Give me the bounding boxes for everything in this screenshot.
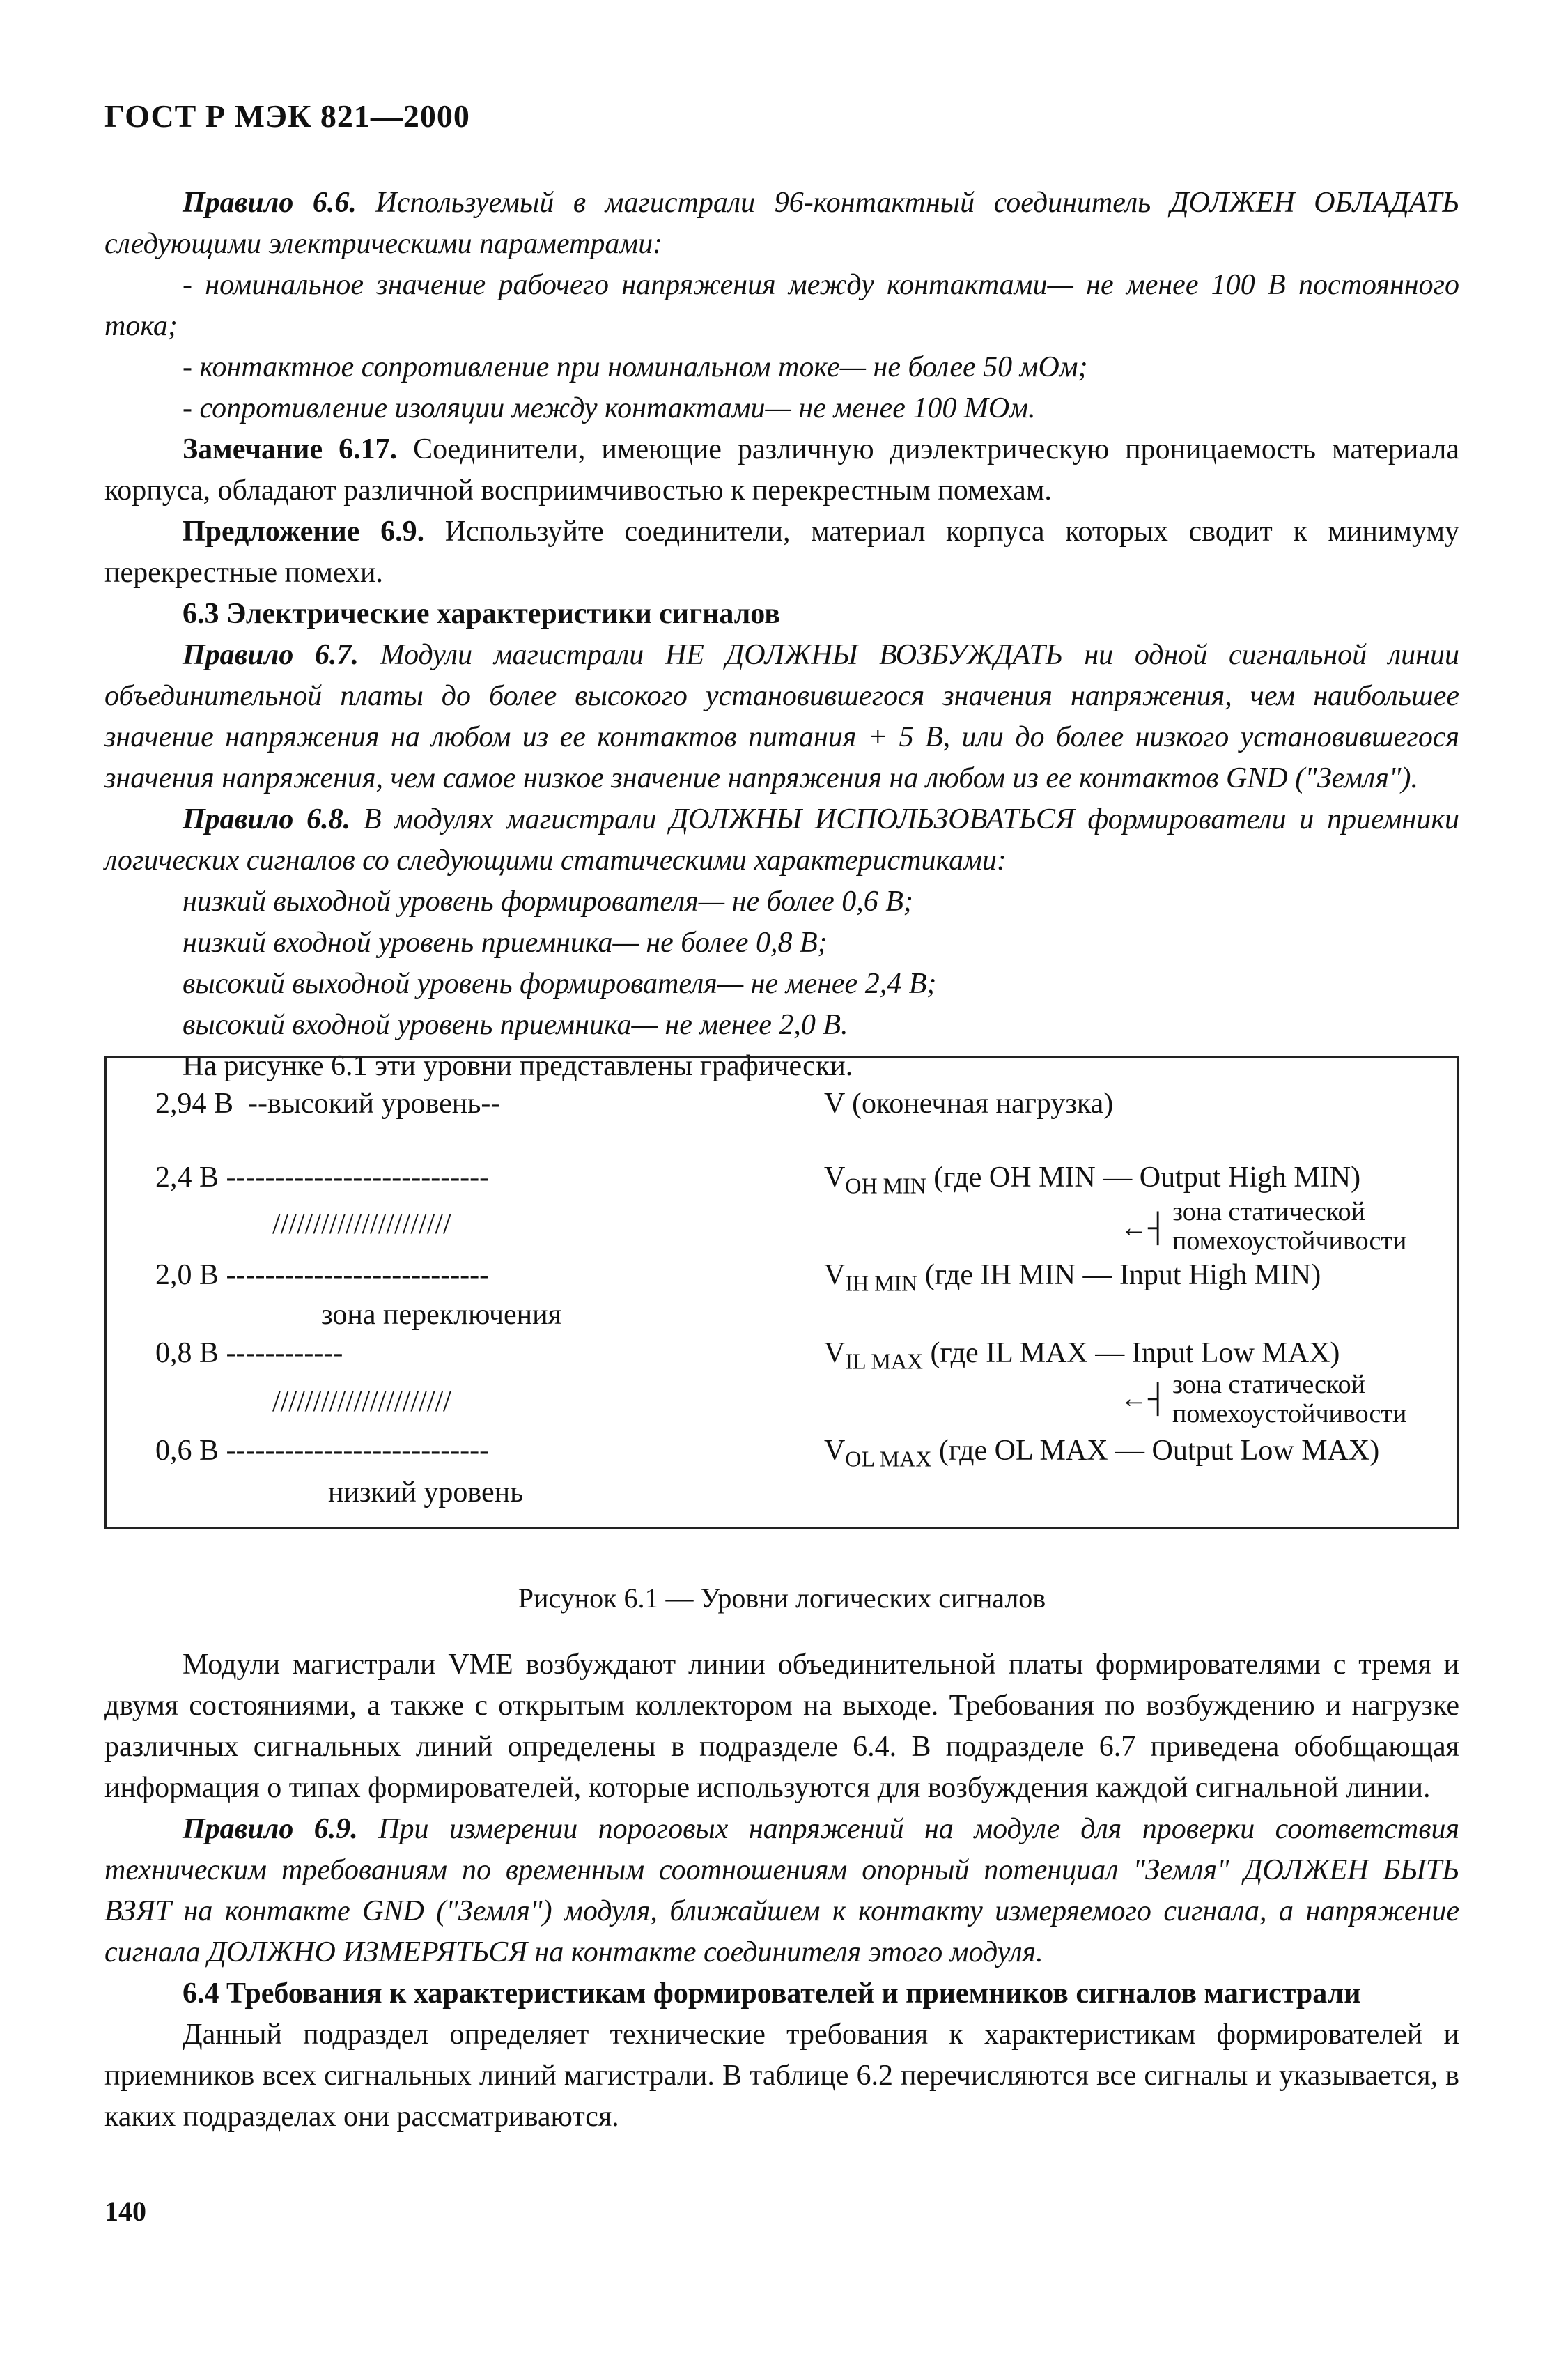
rule-text: Используемый в магистрали 96-контактный соединитель ДОЛЖЕН ОБЛАДАТЬ следующими электрическими параметрами: bbox=[104, 187, 1459, 260]
vil-max-row: $V_{IL MAX}$ (где IL MAX — Input Low MAX) bbox=[824, 1337, 1340, 1374]
level-2-4: 2,4 В --------------------------- bbox=[155, 1162, 490, 1194]
level-item: высокий выходной уровень формирователя— не менее 2,4 В; bbox=[183, 968, 937, 1000]
termination-title: V (оконечная нагрузка) bbox=[824, 1088, 1114, 1120]
document-header: ГОСТ Р МЭК 821—2000 bbox=[104, 98, 470, 134]
vol-max-row: $V_{OL MAX}$ (где OL MAX — Output Low MAX) bbox=[824, 1435, 1380, 1472]
rule-item: - номинальное значение рабочего напряжения между контактами— не менее 100 В постоянного тока; bbox=[104, 269, 1459, 342]
level-0-8: 0,8 В ------------ bbox=[155, 1337, 343, 1369]
document-page bbox=[104, 0, 1459, 2376]
body-top bbox=[104, 183, 1459, 1087]
switch-zone-label: зона переключения bbox=[321, 1299, 561, 1331]
suggestion-6-9 bbox=[104, 511, 1459, 594]
rule-label: Правило 6.8. bbox=[183, 803, 351, 835]
noise-zone-lower: зона статической помехоустойчивости bbox=[1172, 1370, 1407, 1428]
hatch-lower: ////////////////////// bbox=[272, 1386, 451, 1418]
para-vme: Модули магистрали VME возбуждают линии объединительной платы формирователями с тремя и двумя состояниями, а также с открытым коллектором на выходе. Требования по возбуждению и нагрузке различных сигнальных линий определены в подразделе 6.4. В подразделе 6.7 приведена обобщающая информация о типах формирователей, которые используются для возбуждения каждой сигнальной линии. bbox=[104, 1649, 1459, 1804]
rule-label: Правило 6.9. bbox=[183, 1813, 358, 1845]
level-item: низкий выходной уровень формирователя— не более 0,6 В; bbox=[183, 886, 913, 918]
para-6-4: Данный подраздел определяет технические требования к характеристикам формирователей и приемников всех сигнальных линий магистрали. В таблице 6.2 перечисляются все сигналы и указывается, в каких подразделах они рассматриваются. bbox=[104, 2019, 1459, 2133]
section-6-4-heading: 6.4 Требования к характеристикам формирователей и приемников сигналов магистрали bbox=[183, 1977, 1361, 2009]
rule-label: Правило 6.7. bbox=[183, 639, 359, 671]
rule-6-7 bbox=[104, 635, 1459, 799]
suggestion-label: Предложение 6.9. bbox=[183, 516, 425, 548]
note-6-17 bbox=[104, 429, 1459, 511]
rule-6-9 bbox=[104, 1809, 1459, 1973]
noise-zone-upper: зона статической помехоустойчивости bbox=[1172, 1197, 1407, 1256]
page-number: 140 bbox=[104, 2196, 146, 2227]
level-item: высокий входной уровень приемника— не менее 2,0 В. bbox=[183, 1009, 848, 1041]
figure-intro: На рисунке 6.1 эти уровни представлены графически. bbox=[183, 1050, 853, 1082]
vih-min-row: $V_{IH MIN}$ (где IH MIN — Input High MIN) bbox=[824, 1259, 1321, 1296]
rule-item: - сопротивление изоляции между контактами— не менее 100 МОм. bbox=[183, 392, 1036, 424]
level-item: низкий входной уровень приемника— не более 0,8 В; bbox=[183, 927, 828, 959]
level-2-0: 2,0 В --------------------------- bbox=[155, 1259, 490, 1291]
level-0-6: 0,6 В --------------------------- bbox=[155, 1435, 490, 1467]
rule-item: - контактное сопротивление при номинальном токе— не более 50 мОм; bbox=[183, 351, 1088, 383]
rule-text: При измерении пороговых напряжений на модуле для проверки соответствия техническим требованиям по временным соотношениям опорный потенциал "Земля" ДОЛЖЕН БЫТЬ ВЗЯТ на контакте GND ("Земля") модуля, ближайшем к контакту измеряемого сигнала, а напряжение сигнала ДОЛЖНО ИЗМЕРЯТЬСЯ на контакте соединителя этого модуля. bbox=[104, 1813, 1459, 1968]
hatch-upper: ////////////////////// bbox=[272, 1208, 451, 1240]
rule-text: Модули магистрали НЕ ДОЛЖНЫ ВОЗБУЖДАТЬ ни одной сигнальной линии объединительной платы до более высокого установившегося значения напряжения, чем наибольшее значение напряжения на любом из ее контактов питания + 5 В, или до более низкого установившегося значения напряжения, чем самое низкое значение напряжения на любом из ее контактов GND ("Земля"). bbox=[104, 639, 1459, 794]
figure-caption: Рисунок 6.1 — Уровни логических сигналов bbox=[518, 1582, 1046, 1614]
arrow-icon: ←┤ bbox=[1120, 1382, 1168, 1414]
rule-text: В модулях магистрали ДОЛЖНЫ ИСПОЛЬЗОВАТЬСЯ формирователи и приемники логических сигналов со следующими статическими характеристиками: bbox=[104, 803, 1459, 877]
rule-6-6 bbox=[104, 183, 1459, 265]
note-text: Соединители, имеющие различную диэлектрическую проницаемость материала корпуса, обладают различной восприимчивостью к перекрестным помехам. bbox=[104, 433, 1459, 507]
arrow-icon: ←┤ bbox=[1120, 1212, 1168, 1243]
voh-min-row: $V_{OH MIN}$ (где OH MIN — Output High MIN) bbox=[824, 1162, 1361, 1198]
rule-label: Правило 6.6. bbox=[183, 187, 357, 219]
low-level-label: низкий уровень bbox=[328, 1476, 524, 1509]
body-bottom bbox=[104, 1644, 1459, 2138]
rule-6-8 bbox=[104, 799, 1459, 881]
figure-6-1 bbox=[104, 1056, 1459, 1529]
section-6-3-heading: 6.3 Электрические характеристики сигналов bbox=[183, 598, 780, 630]
suggestion-text: Используйте соединители, материал корпуса которых сводит к минимуму перекрестные помехи. bbox=[104, 516, 1459, 589]
level-2-94: 2,94 В --высокий уровень-- bbox=[155, 1088, 501, 1120]
note-label: Замечание 6.17. bbox=[183, 433, 398, 465]
